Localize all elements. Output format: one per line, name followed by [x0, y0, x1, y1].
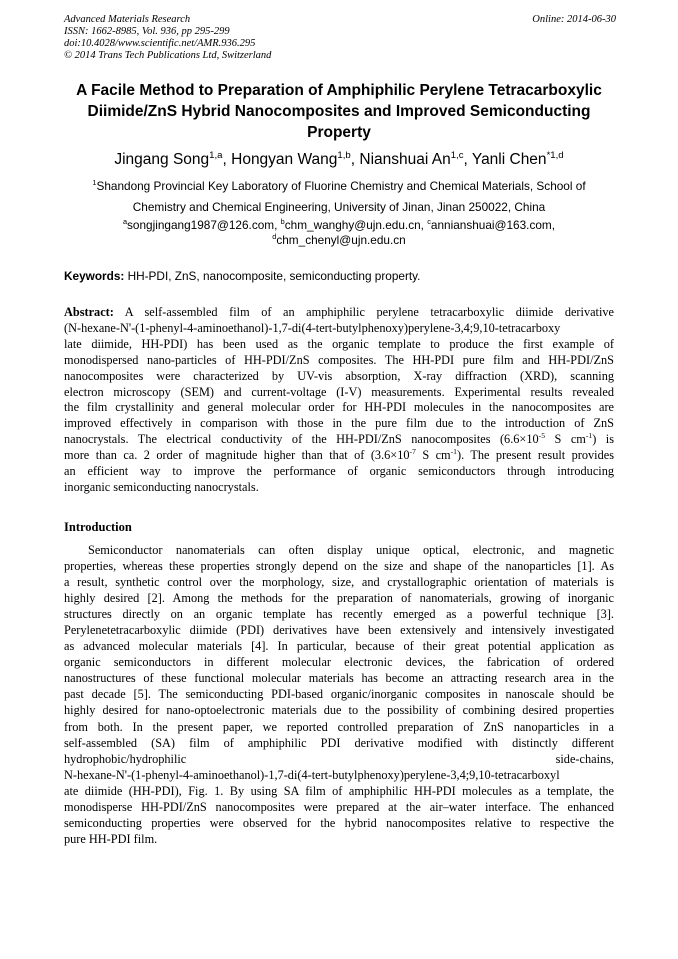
- intro-line: hydrophobic/hydrophilic side-chains,: [64, 751, 614, 766]
- abstract-text: more than ca. 2 order of magnitude higher than that of (3.6×10: [64, 448, 410, 463]
- abstract-label: Abstract:: [64, 305, 114, 319]
- copyright-line: © 2014 Trans Tech Publications Ltd, Switzerland: [64, 50, 272, 61]
- author-affiliation-mark: 1,a: [209, 149, 223, 161]
- abstract-line: (N-hexane-N'-(1-phenyl-4-aminoethanol)-1,7-di(4-tert-butylphenoxy)perylene-3,4;9,10-tetracarboxy: [64, 320, 561, 335]
- email-separator: ,: [420, 218, 428, 232]
- email-mark: b: [280, 217, 285, 227]
- affiliation: [40, 176, 638, 218]
- abstract: [64, 305, 614, 496]
- abstract-line: the film crystallinity and general molecular order for HH-PDI molecules in the nanocomposites are: [64, 400, 614, 415]
- author-affiliation-mark: 1,d: [550, 149, 564, 161]
- intro-line: from both. In the present paper, we reported controlled preparation of ZnS nanoparticles in a: [64, 719, 614, 734]
- email-mark: a: [122, 217, 128, 227]
- keywords-label: Keywords:: [64, 269, 125, 283]
- author-name: Jingang Song: [114, 151, 210, 168]
- author-name: Hongyan Wang: [231, 151, 338, 168]
- affiliation-line: Chemistry and Chemical Engineering, University of Jinan, Jinan 250022, China: [132, 200, 546, 214]
- exponent: -7: [409, 447, 416, 457]
- intro-line: monodisperse HH-PDI/ZnS nanocomposites were prepared at the air–water interface. The enhanced: [64, 799, 614, 814]
- intro-line: structures directly on an organic template has recently emerged as a powerful technique [3].: [64, 607, 614, 622]
- affiliation-text: Shandong Provincial Key Laboratory of Fluorine Chemistry and Chemical Materials, School of: [96, 179, 586, 193]
- intro-line: a result, synthetic control over the morphology, size, and crystallographic orientation of materials is: [64, 575, 614, 590]
- unit-text: S cm: [415, 448, 451, 463]
- author-separator: ,: [463, 151, 472, 168]
- keywords: [64, 268, 616, 284]
- email-address[interactable]: annianshuai@163.com: [430, 218, 552, 232]
- corresponding-author-star: *: [546, 149, 551, 161]
- abstract-text: A self-assembled film of an amphiphilic perylene tetracarboxylic diimide derivative: [113, 305, 614, 319]
- introduction-body: [64, 542, 614, 847]
- keywords-text: HH-PDI, ZnS, nanocomposite, semiconducting property.: [124, 269, 421, 283]
- intro-line: highly desired [2]. Among the methods for the preparation of nanomaterials, growing of inorganic: [64, 591, 614, 606]
- author-affiliation-mark: 1,b: [337, 149, 351, 161]
- abstract-text: nanocrystals. The electrical conductivity of the HH-PDI/ZnS nanocomposites (6.6×10: [64, 432, 539, 447]
- online-date: Online: 2014-06-30: [532, 14, 616, 25]
- intro-line: N-hexane-N'-(1-phenyl-4-aminoethanol)-1,7-di(4-tert-butylphenoxy)perylene-3,4;9,10-tetracarboxyl: [64, 767, 560, 782]
- unit-text: S cm: [545, 432, 586, 447]
- doi-line[interactable]: doi:10.4028/www.scientific.net/AMR.936.295: [64, 38, 256, 49]
- author-affiliation-mark: 1,c: [450, 149, 464, 161]
- author-list: [40, 150, 638, 170]
- author-name: Yanli Chen: [471, 151, 547, 168]
- exponent: -5: [538, 431, 546, 441]
- intro-line: ate diimide (HH-PDI), Fig. 1. By using SA film of amphiphilic HH-PDI molecules as a template, the: [64, 783, 614, 798]
- intro-line: Semiconductor nanomaterials can often display unique optical, electronic, and magnetic: [88, 543, 614, 557]
- email-separator: ,: [274, 218, 281, 232]
- author-separator: ,: [350, 151, 360, 168]
- paper-title: [50, 80, 628, 143]
- author-name: Nianshuai An: [359, 151, 451, 168]
- email-address[interactable]: songjingang1987@126.com: [127, 218, 275, 232]
- intro-line: highly desired for nano-optoelectronic materials due to the possibility of combining desired properties: [64, 703, 614, 718]
- intro-line: Perylenetetracarboxylic diimide (PDI) derivatives have been extensively and intensively investigated: [64, 623, 614, 638]
- intro-line: nanostructures of these functional molecular materials has become an attracting research area in the: [64, 671, 614, 686]
- abstract-line: late diimide, HH-PDI) has been used as the organic template to produce the first example of: [64, 336, 614, 351]
- abstract-line: electron microscopy (SEM) and current-voltage (I-V) measurements. Experimental results revealed: [64, 384, 614, 399]
- exponent: -1: [450, 447, 457, 457]
- intro-line: properties, whereas these properties strongly depend on the size and shape of the nanoparticles [1]. As: [64, 559, 614, 574]
- email-line: [40, 218, 638, 233]
- abstract-line: monodispersed nano-particles of HH-PDI/ZnS composites. The HH-PDI pure film and HH-PDI/ZnS: [64, 352, 614, 367]
- issn-line: ISSN: 1662-8985, Vol. 936, pp 295-299: [64, 26, 230, 37]
- title-line: Property: [307, 124, 371, 141]
- abstract-line: [64, 448, 614, 464]
- affiliation-line: [40, 176, 638, 197]
- exponent: -1: [585, 431, 593, 441]
- email-address[interactable]: chm_wanghy@ujn.edu.cn: [284, 218, 421, 232]
- journal-name: Advanced Materials Research: [64, 14, 191, 25]
- abstract-text: ). The present result provides: [456, 448, 614, 463]
- email-line: [40, 233, 638, 248]
- title-line: Diimide/ZnS Hybrid Nanocomposites and Improved Semiconducting: [87, 103, 591, 120]
- intro-line: organic semiconductors in different molecular electronic devices, the fabrication of ordered: [64, 655, 614, 670]
- introduction-heading: Introduction: [64, 520, 132, 534]
- abstract-text: ) is: [592, 432, 614, 447]
- intro-line: semiconducting properties were observed for the hybrid nanocomposites relative to respective the: [64, 815, 614, 830]
- abstract-line: an efficient way to improve the performance of organic semiconductors through introducing: [64, 464, 614, 479]
- intro-line: self-assembled (SA) film of amphiphilic PDI derivative modified with distinctly different: [64, 735, 614, 750]
- email-mark: d: [272, 232, 277, 242]
- email-address[interactable]: chm_chenyl@ujn.edu.cn: [276, 233, 406, 247]
- intro-line: pure HH-PDI film.: [64, 831, 158, 846]
- email-list: [40, 218, 638, 248]
- affiliation-mark: 1: [92, 178, 97, 188]
- abstract-line: inorganic semiconducting nanocrystals.: [64, 479, 259, 494]
- title-line: A Facile Method to Preparation of Amphiphilic Perylene Tetracarboxylic: [76, 82, 602, 99]
- abstract-line: nanocomposites were characterized by UV-vis absorption, X-ray diffraction (XRD), scanning: [64, 368, 614, 383]
- journal-header: [64, 14, 616, 62]
- email-separator: ,: [551, 218, 556, 232]
- intro-line: past decade [5]. The semiconducting PDI-based organic/inorganic composites in nanoscale should be: [64, 687, 614, 702]
- abstract-line: [64, 305, 614, 321]
- abstract-line: improved effectively in comparison with those in the pure film due to the introduction of ZnS: [64, 416, 614, 431]
- intro-line: as advanced molecular materials [4]. In particular, because of their great potential application as: [64, 639, 614, 654]
- email-mark: c: [427, 217, 431, 227]
- author-separator: ,: [222, 151, 232, 168]
- abstract-line: [64, 432, 614, 448]
